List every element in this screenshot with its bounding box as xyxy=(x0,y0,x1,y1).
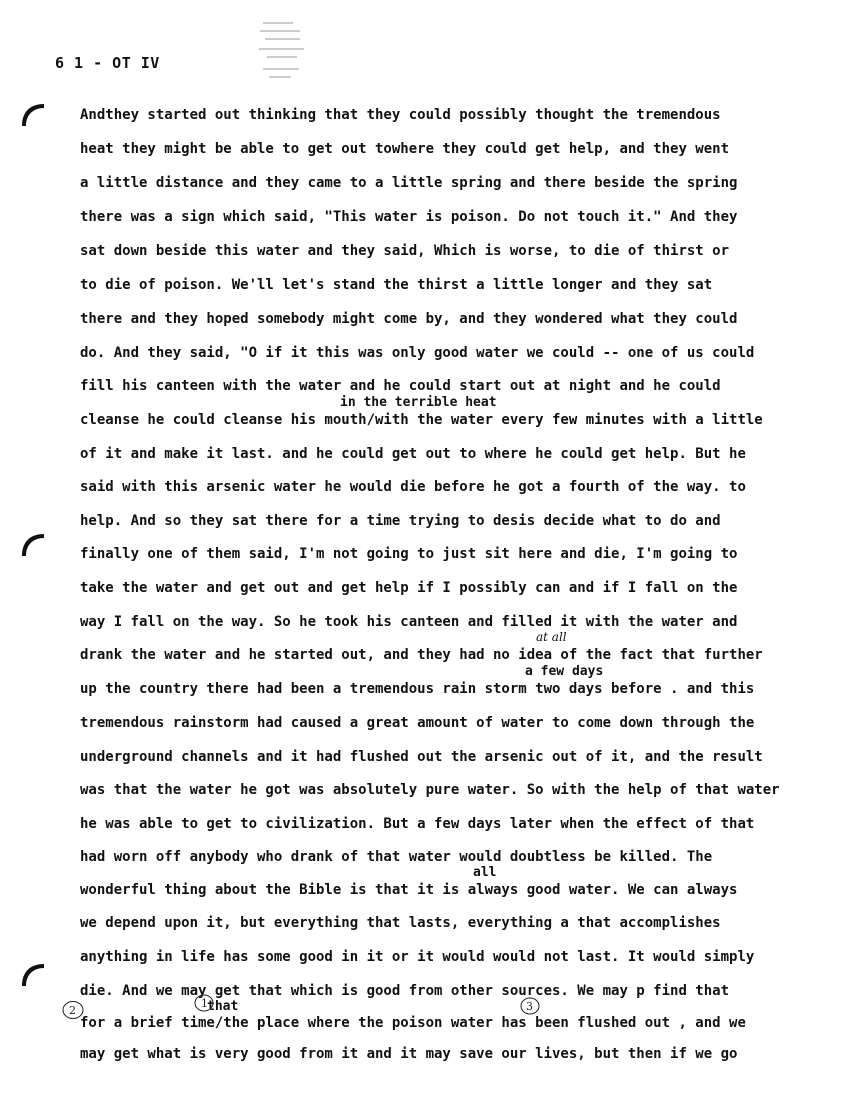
text-line: we depend upon it, but everything that lasts, everything a that accomplishes xyxy=(80,915,721,931)
text-line: for a brief time/the place where the poison water has been flushed out , and we xyxy=(80,1015,746,1031)
text-line: fill his canteen with the water and he could start out at night and he could xyxy=(80,378,721,394)
inserted-text: in the terrible heat xyxy=(340,395,497,410)
text-line: cleanse he could cleanse his mouth/with the water every few minutes with a little xyxy=(80,412,763,428)
text-line: help. And so they sat there for a time trying to desis decide what to do and xyxy=(80,513,721,529)
circled-number-mark xyxy=(519,996,541,1016)
text-line: up the country there had been a tremendous rain storm two days before . and this xyxy=(80,681,755,697)
text-line: may get what is very good from it and it may save our lives, but then if we go xyxy=(80,1046,738,1062)
text-line: there was a sign which said, "This water is poison. Do not touch it." And they xyxy=(80,209,738,225)
text-line: was that the water he got was absolutely pure water. So with the help of that water xyxy=(80,782,780,798)
text-line: wonderful thing about the Bible is that it is always good water. We can always xyxy=(80,882,738,898)
text-line: sat down beside this water and they said, Which is worse, to die of thirst or xyxy=(80,243,730,259)
text-line: anything in life has some good in it or it would would not last. It would simply xyxy=(80,949,755,965)
text-line: finally one of them said, I'm not going to just sit here and die, I'm going to xyxy=(80,546,738,562)
punch-hole-mark xyxy=(18,100,46,128)
circled-number-mark xyxy=(193,993,215,1013)
text-line: he was able to get to civilization. But a few days later when the effect of that xyxy=(80,816,755,832)
text-line: underground channels and it had flushed out the arsenic out of it, and the result xyxy=(80,749,763,765)
circled-number-label: 1 xyxy=(201,997,208,1010)
text-line: to die of poison. We'll let's stand the thirst a little longer and they sat xyxy=(80,277,713,293)
handwritten-insertion: at all xyxy=(536,630,567,644)
text-line: a little distance and they came to a little spring and there beside the spring xyxy=(80,175,738,191)
text-line: had worn off anybody who drank of that water would doubtless be killed. The xyxy=(80,849,713,865)
text-line: there and they hoped somebody might come by, and they wondered what they could xyxy=(80,311,738,327)
text-line: take the water and get out and get help if I possibly can and if I fall on the xyxy=(80,580,738,596)
text-line: Andthey started out thinking that they could possibly thought the tremendous xyxy=(80,107,721,123)
circled-number-label: 3 xyxy=(526,1000,533,1013)
text-line: heat they might be able to get out towhere they could get help, and they went xyxy=(80,141,730,157)
punch-hole-mark xyxy=(18,960,46,988)
text-line: way I fall on the way. So he took his canteen and filled it with the water and xyxy=(80,614,738,630)
punch-hole-mark xyxy=(18,530,46,558)
text-line: drank the water and he started out, and they had no idea of the fact that further xyxy=(80,647,763,663)
text-line: tremendous rainstorm had caused a great amount of water to come down through the xyxy=(80,715,755,731)
inserted-text: all xyxy=(473,865,497,880)
inserted-text: a few days xyxy=(525,664,604,679)
inserted-text: that xyxy=(207,999,239,1014)
ink-smudge xyxy=(255,20,315,80)
circled-number-mark xyxy=(62,1000,84,1020)
text-line: of it and make it last. and he could get out to where he could get help. But he xyxy=(80,446,746,462)
page-header: 6 1 - OT IV xyxy=(55,54,160,72)
text-line: die. And we may get that which is good from other sources. We may p find that xyxy=(80,983,730,999)
circled-number-label: 2 xyxy=(69,1004,76,1017)
text-line: said with this arsenic water he would die before he got a fourth of the way. to xyxy=(80,479,746,495)
text-line: do. And they said, "O if it this was only good water we could -- one of us could xyxy=(80,345,755,361)
